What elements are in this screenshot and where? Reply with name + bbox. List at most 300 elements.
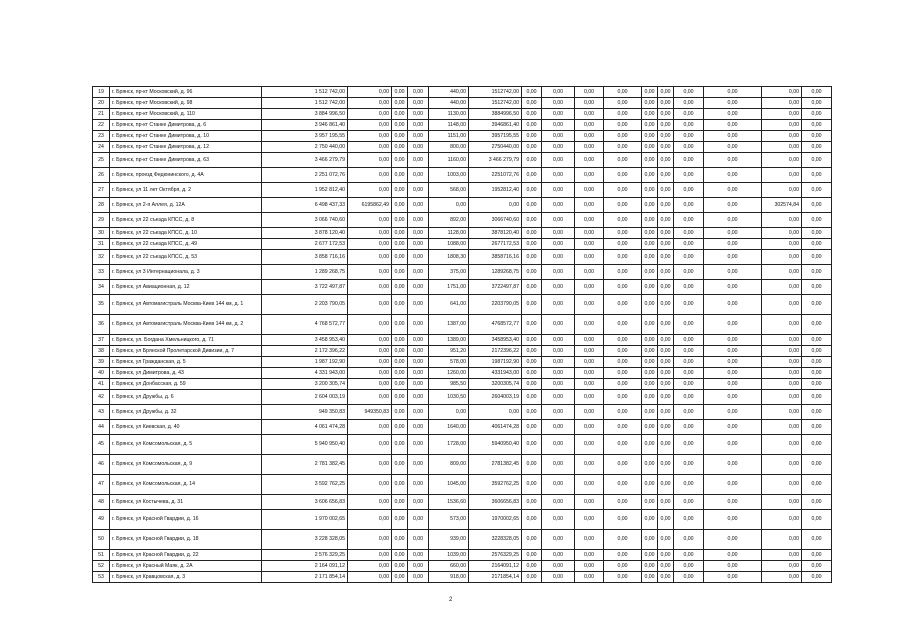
cost-col-14: 0,00 [762,98,802,109]
table-row [93,379,832,390]
cost-col-14: 0,00 [762,153,802,168]
cost-col-8: 0,00 [575,435,604,455]
cost-col-7: 0,00 [542,510,575,530]
cost-col-12: 0,00 [674,228,704,239]
cost-col-6: 0,00 [522,379,542,390]
cost-col-9: 0,00 [604,315,642,335]
cost-col-2: 0,00 [392,213,408,228]
row-number: 46 [93,455,110,475]
cost-col-1: 0,00 [348,109,392,120]
amount-cell: 1952812,40 [469,183,522,198]
cost-col-7: 0,00 [542,228,575,239]
area-cell: 985,50 [429,379,469,390]
cost-col-11: 0,00 [658,346,674,357]
cost-col-10: 0,00 [642,183,658,198]
cost-col-9: 0,00 [604,455,642,475]
cost-col-8: 0,00 [575,420,604,435]
address-cell: г. Брянск, ул Кравцовская, д. 3 [110,572,262,583]
address-cell: г. Брянск, ул Дружбы, д. 6 [110,390,262,405]
cost-col-8: 0,00 [575,495,604,510]
cost-col-12: 0,00 [674,87,704,98]
table-row [93,280,832,295]
total-cost-cell: 3 228 328,05 [262,530,348,550]
total-cost-cell: 1 512 742,00 [262,98,348,109]
cost-col-13: 0,00 [704,295,762,315]
row-number: 22 [93,120,110,131]
total-cost-cell: 949 350,83 [262,405,348,420]
address-cell: г. Брянск, пр-кт Станке Димитрова, д. 10 [110,131,262,142]
cost-col-12: 0,00 [674,142,704,153]
cost-col-1: 0,00 [348,475,392,495]
amount-cell: 3884996,50 [469,109,522,120]
cost-col-14: 0,00 [762,120,802,131]
area-cell: 1130,00 [429,109,469,120]
cost-col-14: 0,00 [762,87,802,98]
amount-cell: 2677172,53 [469,239,522,250]
amount-cell: 1970002,65 [469,510,522,530]
total-cost-cell: 2 750 440,00 [262,142,348,153]
total-cost-cell: 4 768 572,77 [262,315,348,335]
cost-col-14: 0,00 [762,239,802,250]
cost-col-11: 0,00 [658,98,674,109]
cost-col-6: 0,00 [522,98,542,109]
cost-col-13: 0,00 [704,131,762,142]
cost-col-10: 0,00 [642,495,658,510]
cost-col-2: 0,00 [392,455,408,475]
address-cell: г. Брянск, ул Гражданская, д. 5 [110,357,262,368]
amount-cell: 3200305,74 [469,379,522,390]
table-row [93,455,832,475]
cost-col-2: 0,00 [392,87,408,98]
row-number: 21 [93,109,110,120]
address-cell: г. Брянск, проезд Федюнинского, д. 4А [110,168,262,183]
cost-col-1: 0,00 [348,335,392,346]
cost-col-6: 0,00 [522,390,542,405]
cost-col-2: 0,00 [392,295,408,315]
cost-col-8: 0,00 [575,379,604,390]
cost-col-6: 0,00 [522,405,542,420]
cost-col-9: 0,00 [604,153,642,168]
cost-col-3: 0,00 [408,142,429,153]
address-cell: г. Брянск, ул Комсомольская, д. 9 [110,455,262,475]
cost-col-11: 0,00 [658,228,674,239]
area-cell: 660,00 [429,561,469,572]
cost-col-6: 0,00 [522,120,542,131]
cost-col-10: 0,00 [642,168,658,183]
row-number: 53 [93,572,110,583]
address-cell: г. Брянск, ул Красной Гвардии, д. 18 [110,530,262,550]
cost-col-6: 0,00 [522,561,542,572]
area-cell: 939,00 [429,530,469,550]
cost-col-6: 0,00 [522,346,542,357]
area-cell: 578,00 [429,357,469,368]
area-cell: 1387,00 [429,315,469,335]
cost-col-8: 0,00 [575,405,604,420]
cost-col-3: 0,00 [408,315,429,335]
address-cell: г. Брянск, ул 2-я Аллея, д. 12А [110,198,262,213]
cost-col-9: 0,00 [604,228,642,239]
row-number: 28 [93,198,110,213]
cost-col-11: 0,00 [658,368,674,379]
cost-col-6: 0,00 [522,131,542,142]
cost-col-7: 0,00 [542,250,575,265]
cost-col-1: 0,00 [348,98,392,109]
area-cell: 1536,60 [429,495,469,510]
area-cell: 1728,00 [429,435,469,455]
cost-col-6: 0,00 [522,495,542,510]
cost-col-3: 0,00 [408,357,429,368]
cost-col-15: 0,00 [802,550,832,561]
cost-col-7: 0,00 [542,198,575,213]
cost-col-1: 0,00 [348,228,392,239]
cost-col-12: 0,00 [674,120,704,131]
table-row [93,561,832,572]
amount-cell: 3228328,05 [469,530,522,550]
cost-col-7: 0,00 [542,495,575,510]
cost-col-3: 0,00 [408,250,429,265]
cost-col-2: 0,00 [392,572,408,583]
cost-col-6: 0,00 [522,475,542,495]
row-number: 38 [93,346,110,357]
cost-col-11: 0,00 [658,198,674,213]
cost-col-9: 0,00 [604,280,642,295]
cost-col-7: 0,00 [542,213,575,228]
buildings-table [92,86,832,583]
cost-col-9: 0,00 [604,198,642,213]
cost-col-15: 0,00 [802,250,832,265]
table-row [93,198,832,213]
cost-col-9: 0,00 [604,475,642,495]
cost-col-14: 0,00 [762,495,802,510]
cost-col-7: 0,00 [542,455,575,475]
cost-col-15: 0,00 [802,153,832,168]
cost-col-13: 0,00 [704,561,762,572]
cost-col-15: 0,00 [802,213,832,228]
cost-col-8: 0,00 [575,280,604,295]
cost-col-11: 0,00 [658,213,674,228]
address-cell: г. Брянск, ул Красный Маяк, д. 2А [110,561,262,572]
row-number: 32 [93,250,110,265]
cost-col-2: 0,00 [392,183,408,198]
cost-col-3: 0,00 [408,239,429,250]
cost-col-3: 0,00 [408,405,429,420]
cost-col-11: 0,00 [658,390,674,405]
area-cell: 1045,00 [429,475,469,495]
total-cost-cell: 1 987 192,90 [262,357,348,368]
row-number: 48 [93,495,110,510]
cost-col-14: 0,00 [762,295,802,315]
cost-col-8: 0,00 [575,390,604,405]
row-number: 47 [93,475,110,495]
cost-col-15: 0,00 [802,239,832,250]
cost-col-12: 0,00 [674,495,704,510]
cost-col-14: 0,00 [762,510,802,530]
address-cell: г. Брянск, ул 22 съезда КПСС, д. 8 [110,213,262,228]
cost-col-1: 0,00 [348,265,392,280]
cost-col-11: 0,00 [658,335,674,346]
cost-col-7: 0,00 [542,109,575,120]
total-cost-cell: 2 171 854,14 [262,572,348,583]
address-cell: г. Брянск, ул 22 съезда КПСС, д. 53 [110,250,262,265]
cost-col-10: 0,00 [642,550,658,561]
cost-col-11: 0,00 [658,131,674,142]
amount-cell: 1289268,75 [469,265,522,280]
total-cost-cell: 5 940 950,40 [262,435,348,455]
cost-col-11: 0,00 [658,109,674,120]
cost-col-15: 0,00 [802,455,832,475]
cost-col-1: 0,00 [348,142,392,153]
cost-col-8: 0,00 [575,265,604,280]
cost-col-2: 0,00 [392,379,408,390]
address-cell: г. Брянск, ул 11 лет Октября, д. 2 [110,183,262,198]
cost-col-8: 0,00 [575,198,604,213]
row-number: 42 [93,390,110,405]
address-cell: г. Брянск, ул. Богдана Хмельницкого, д. 71 [110,335,262,346]
cost-col-11: 0,00 [658,379,674,390]
cost-col-10: 0,00 [642,561,658,572]
row-number: 31 [93,239,110,250]
cost-col-10: 0,00 [642,315,658,335]
amount-cell: 3 466 279,79 [469,153,522,168]
total-cost-cell: 2 677 172,53 [262,239,348,250]
cost-col-6: 0,00 [522,455,542,475]
cost-col-9: 0,00 [604,142,642,153]
cost-col-2: 0,00 [392,198,408,213]
cost-col-13: 0,00 [704,420,762,435]
cost-col-8: 0,00 [575,87,604,98]
cost-col-13: 0,00 [704,379,762,390]
cost-col-1: 0,00 [348,131,392,142]
cost-col-2: 0,00 [392,265,408,280]
cost-col-7: 0,00 [542,142,575,153]
cost-col-2: 0,00 [392,510,408,530]
area-cell: 1088,00 [429,239,469,250]
cost-col-7: 0,00 [542,346,575,357]
table-row [93,295,832,315]
cost-col-13: 0,00 [704,142,762,153]
cost-col-13: 0,00 [704,572,762,583]
cost-col-12: 0,00 [674,420,704,435]
cost-col-13: 0,00 [704,475,762,495]
cost-col-10: 0,00 [642,142,658,153]
cost-col-12: 0,00 [674,153,704,168]
amount-cell: 1987192,90 [469,357,522,368]
cost-col-6: 0,00 [522,335,542,346]
cost-col-13: 0,00 [704,335,762,346]
cost-col-2: 0,00 [392,239,408,250]
cost-col-1: 0,00 [348,495,392,510]
cost-col-15: 0,00 [802,265,832,280]
cost-col-3: 0,00 [408,335,429,346]
cost-col-9: 0,00 [604,390,642,405]
cost-col-9: 0,00 [604,335,642,346]
cost-col-13: 0,00 [704,228,762,239]
cost-col-1: 0,00 [348,87,392,98]
amount-cell: 2781382,45 [469,455,522,475]
table-row [93,153,832,168]
cost-col-10: 0,00 [642,153,658,168]
cost-col-15: 0,00 [802,87,832,98]
cost-col-9: 0,00 [604,550,642,561]
cost-col-6: 0,00 [522,228,542,239]
cost-col-6: 0,00 [522,198,542,213]
cost-col-13: 0,00 [704,405,762,420]
cost-col-3: 0,00 [408,168,429,183]
cost-col-2: 0,00 [392,475,408,495]
cost-col-13: 0,00 [704,198,762,213]
address-cell: г. Брянск, ул Костычева, д. 31 [110,495,262,510]
cost-col-14: 0,00 [762,131,802,142]
cost-col-12: 0,00 [674,213,704,228]
total-cost-cell: 4 331 943,00 [262,368,348,379]
area-cell: 568,00 [429,183,469,198]
cost-col-3: 0,00 [408,495,429,510]
cost-col-2: 0,00 [392,168,408,183]
cost-col-10: 0,00 [642,510,658,530]
table-row [93,346,832,357]
cost-col-11: 0,00 [658,239,674,250]
cost-col-10: 0,00 [642,120,658,131]
amount-cell: 1512742,00 [469,98,522,109]
cost-col-11: 0,00 [658,550,674,561]
cost-col-3: 0,00 [408,109,429,120]
table-row [93,420,832,435]
total-cost-cell: 1 512 742,00 [262,87,348,98]
table-row [93,530,832,550]
total-cost-cell: 2 203 790,05 [262,295,348,315]
amount-cell: 3458953,40 [469,335,522,346]
row-number: 40 [93,368,110,379]
cost-col-2: 0,00 [392,368,408,379]
cost-col-13: 0,00 [704,168,762,183]
area-cell: 1030,50 [429,390,469,405]
cost-col-9: 0,00 [604,346,642,357]
cost-col-13: 0,00 [704,368,762,379]
cost-col-3: 0,00 [408,98,429,109]
cost-col-9: 0,00 [604,265,642,280]
amount-cell: 2164091,12 [469,561,522,572]
cost-col-7: 0,00 [542,280,575,295]
cost-col-12: 0,00 [674,455,704,475]
cost-col-15: 0,00 [802,405,832,420]
amount-cell: 3722497,87 [469,280,522,295]
row-number: 43 [93,405,110,420]
cost-col-9: 0,00 [604,420,642,435]
cost-col-6: 0,00 [522,142,542,153]
table-row [93,109,832,120]
total-cost-cell: 3 946 861,40 [262,120,348,131]
cost-col-10: 0,00 [642,390,658,405]
cost-col-6: 0,00 [522,550,542,561]
cost-col-10: 0,00 [642,198,658,213]
cost-col-13: 0,00 [704,435,762,455]
total-cost-cell: 3 200 305,74 [262,379,348,390]
total-cost-cell: 2 251 072,76 [262,168,348,183]
cost-col-11: 0,00 [658,280,674,295]
cost-col-2: 0,00 [392,357,408,368]
row-number: 35 [93,295,110,315]
address-cell: г. Брянск, ул Автомагистраль Москва-Киев 144 км, д. 1 [110,295,262,315]
area-cell: 1389,00 [429,335,469,346]
cost-col-12: 0,00 [674,265,704,280]
cost-col-7: 0,00 [542,390,575,405]
address-cell: г. Брянск, ул 22 съезда КПСС, д. 10 [110,228,262,239]
cost-col-6: 0,00 [522,315,542,335]
amount-cell: 3066740,60 [469,213,522,228]
cost-col-11: 0,00 [658,120,674,131]
cost-col-7: 0,00 [542,572,575,583]
cost-col-3: 0,00 [408,420,429,435]
amount-cell: 2604003,19 [469,390,522,405]
cost-col-3: 0,00 [408,530,429,550]
area-cell: 440,00 [429,87,469,98]
cost-col-14: 0,00 [762,109,802,120]
cost-col-9: 0,00 [604,510,642,530]
total-cost-cell: 3 606 656,83 [262,495,348,510]
cost-col-1: 0,00 [348,561,392,572]
row-number: 24 [93,142,110,153]
cost-col-8: 0,00 [575,572,604,583]
row-number: 25 [93,153,110,168]
cost-col-1: 0,00 [348,510,392,530]
cost-col-10: 0,00 [642,228,658,239]
cost-col-3: 0,00 [408,368,429,379]
cost-col-2: 0,00 [392,109,408,120]
cost-col-3: 0,00 [408,295,429,315]
cost-col-10: 0,00 [642,335,658,346]
cost-col-15: 0,00 [802,530,832,550]
cost-col-8: 0,00 [575,239,604,250]
cost-col-15: 0,00 [802,280,832,295]
cost-col-8: 0,00 [575,131,604,142]
cost-col-6: 0,00 [522,368,542,379]
cost-col-10: 0,00 [642,420,658,435]
row-number: 29 [93,213,110,228]
address-cell: г. Брянск, ул Киевская, д. 40 [110,420,262,435]
cost-col-7: 0,00 [542,183,575,198]
cost-col-2: 0,00 [392,390,408,405]
cost-col-15: 0,00 [802,379,832,390]
cost-col-1: 0,00 [348,420,392,435]
cost-col-14: 0,00 [762,379,802,390]
area-cell: 440,00 [429,98,469,109]
cost-col-14: 0,00 [762,250,802,265]
cost-col-2: 0,00 [392,435,408,455]
total-cost-cell: 3 722 497,87 [262,280,348,295]
amount-cell: 3957195,55 [469,131,522,142]
cost-col-1: 0,00 [348,295,392,315]
total-cost-cell: 2 781 382,45 [262,455,348,475]
cost-col-14: 0,00 [762,572,802,583]
cost-col-9: 0,00 [604,183,642,198]
cost-col-11: 0,00 [658,455,674,475]
cost-col-10: 0,00 [642,280,658,295]
cost-col-9: 0,00 [604,495,642,510]
area-cell: 0,00 [429,198,469,213]
table-body [93,87,832,583]
cost-col-15: 0,00 [802,142,832,153]
cost-col-15: 0,00 [802,510,832,530]
cost-col-1: 0,00 [348,390,392,405]
cost-col-1: 0,00 [348,120,392,131]
cost-col-13: 0,00 [704,183,762,198]
cost-col-10: 0,00 [642,455,658,475]
area-cell: 1151,00 [429,131,469,142]
table-row [93,131,832,142]
cost-col-6: 0,00 [522,295,542,315]
total-cost-cell: 3 458 953,40 [262,335,348,346]
cost-col-1: 0,00 [348,315,392,335]
